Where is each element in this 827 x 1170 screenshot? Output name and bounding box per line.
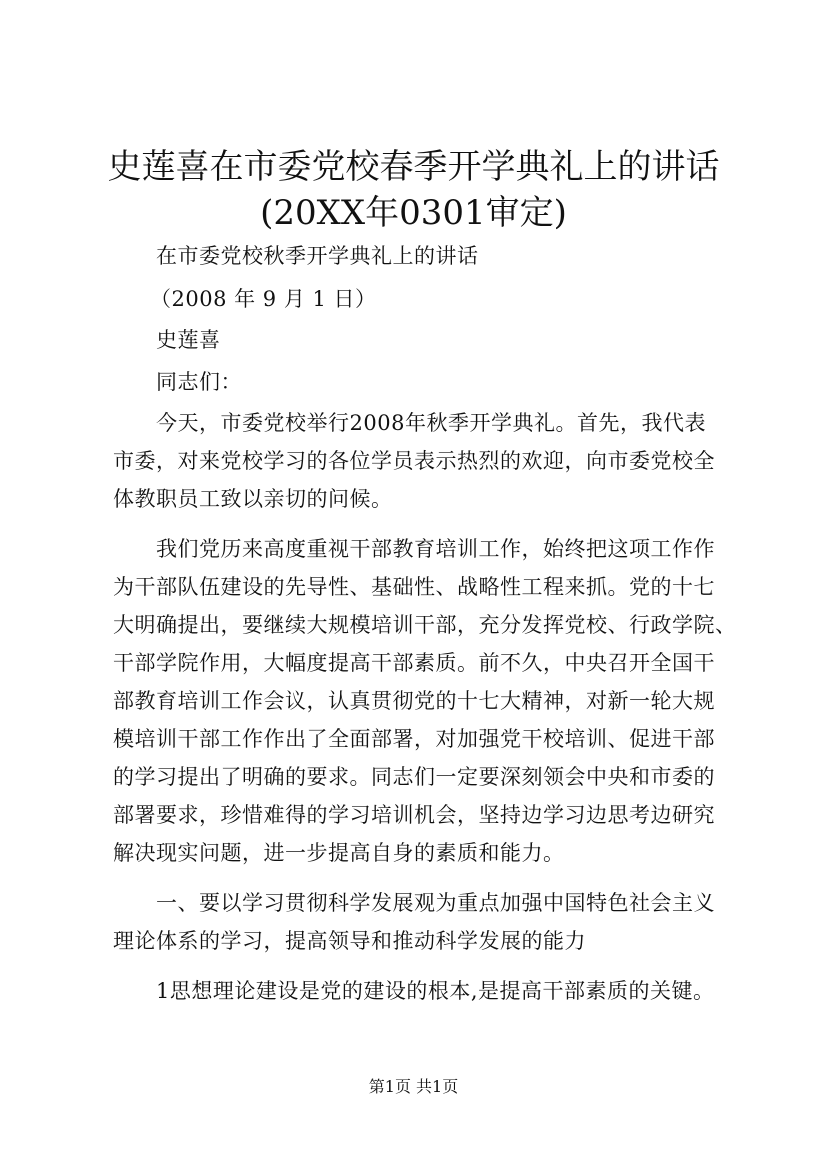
paragraph-line: 为干部队伍建设的先导性、基础性、战略性工程来抓。党的十七: [113, 575, 715, 599]
speech-date: （2008 年 9 月 1 日）: [150, 287, 377, 311]
salutation: 同志们：: [156, 370, 242, 394]
speech-subtitle: 在市委党校秋季开学典礼上的讲话: [156, 244, 479, 268]
paragraph-line: 解决现实问题，进一步提高自身的素质和能力。: [113, 841, 565, 865]
section-heading-line: 理论体系的学习，提高领导和推动科学发展的能力: [113, 929, 586, 953]
paragraph-line: 今天，市委党校举行2008年秋季开学典礼。首先，我代表: [156, 411, 706, 435]
paragraph-line: 模培训干部工作作出了全面部署，对加强党干校培训、促进干部: [113, 727, 715, 751]
paragraph-line: 大明确提出，要继续大规模培训干部，充分发挥党校、行政学院、: [113, 613, 737, 637]
document-title: 史莲喜在市委党校春季开学典礼上的讲话: [107, 147, 720, 187]
speaker-name: 史莲喜: [156, 328, 221, 352]
page-number-footer: 第1页 共1页: [368, 1077, 459, 1096]
paragraph-line: 1思想理论建设是党的建设的根本,是提高干部素质的关键。: [156, 979, 715, 1003]
document-title-review-note: (20XX年0301审定): [260, 193, 567, 233]
paragraph-line: 市委，对来党校学习的各位学员表示热烈的欢迎，向市委党校全: [113, 449, 715, 473]
paragraph-line: 部署要求，珍惜难得的学习培训机会，坚持边学习边思考边研究: [113, 803, 715, 827]
paragraph-line: 干部学院作用，大幅度提高干部素质。前不久，中央召开全国干: [113, 651, 715, 675]
paragraph-line: 的学习提出了明确的要求。同志们一定要深刻领会中央和市委的: [113, 765, 715, 789]
paragraph-line: 体教职员工致以亲切的问候。: [113, 487, 393, 511]
paragraph-line: 我们党历来高度重视干部教育培训工作，始终把这项工作作: [156, 537, 715, 561]
section-heading-line: 一、要以学习贯彻科学发展观为重点加强中国特色社会主义: [156, 891, 715, 915]
paragraph-line: 部教育培训工作会议，认真贯彻党的十七大精神，对新一轮大规: [113, 689, 715, 713]
